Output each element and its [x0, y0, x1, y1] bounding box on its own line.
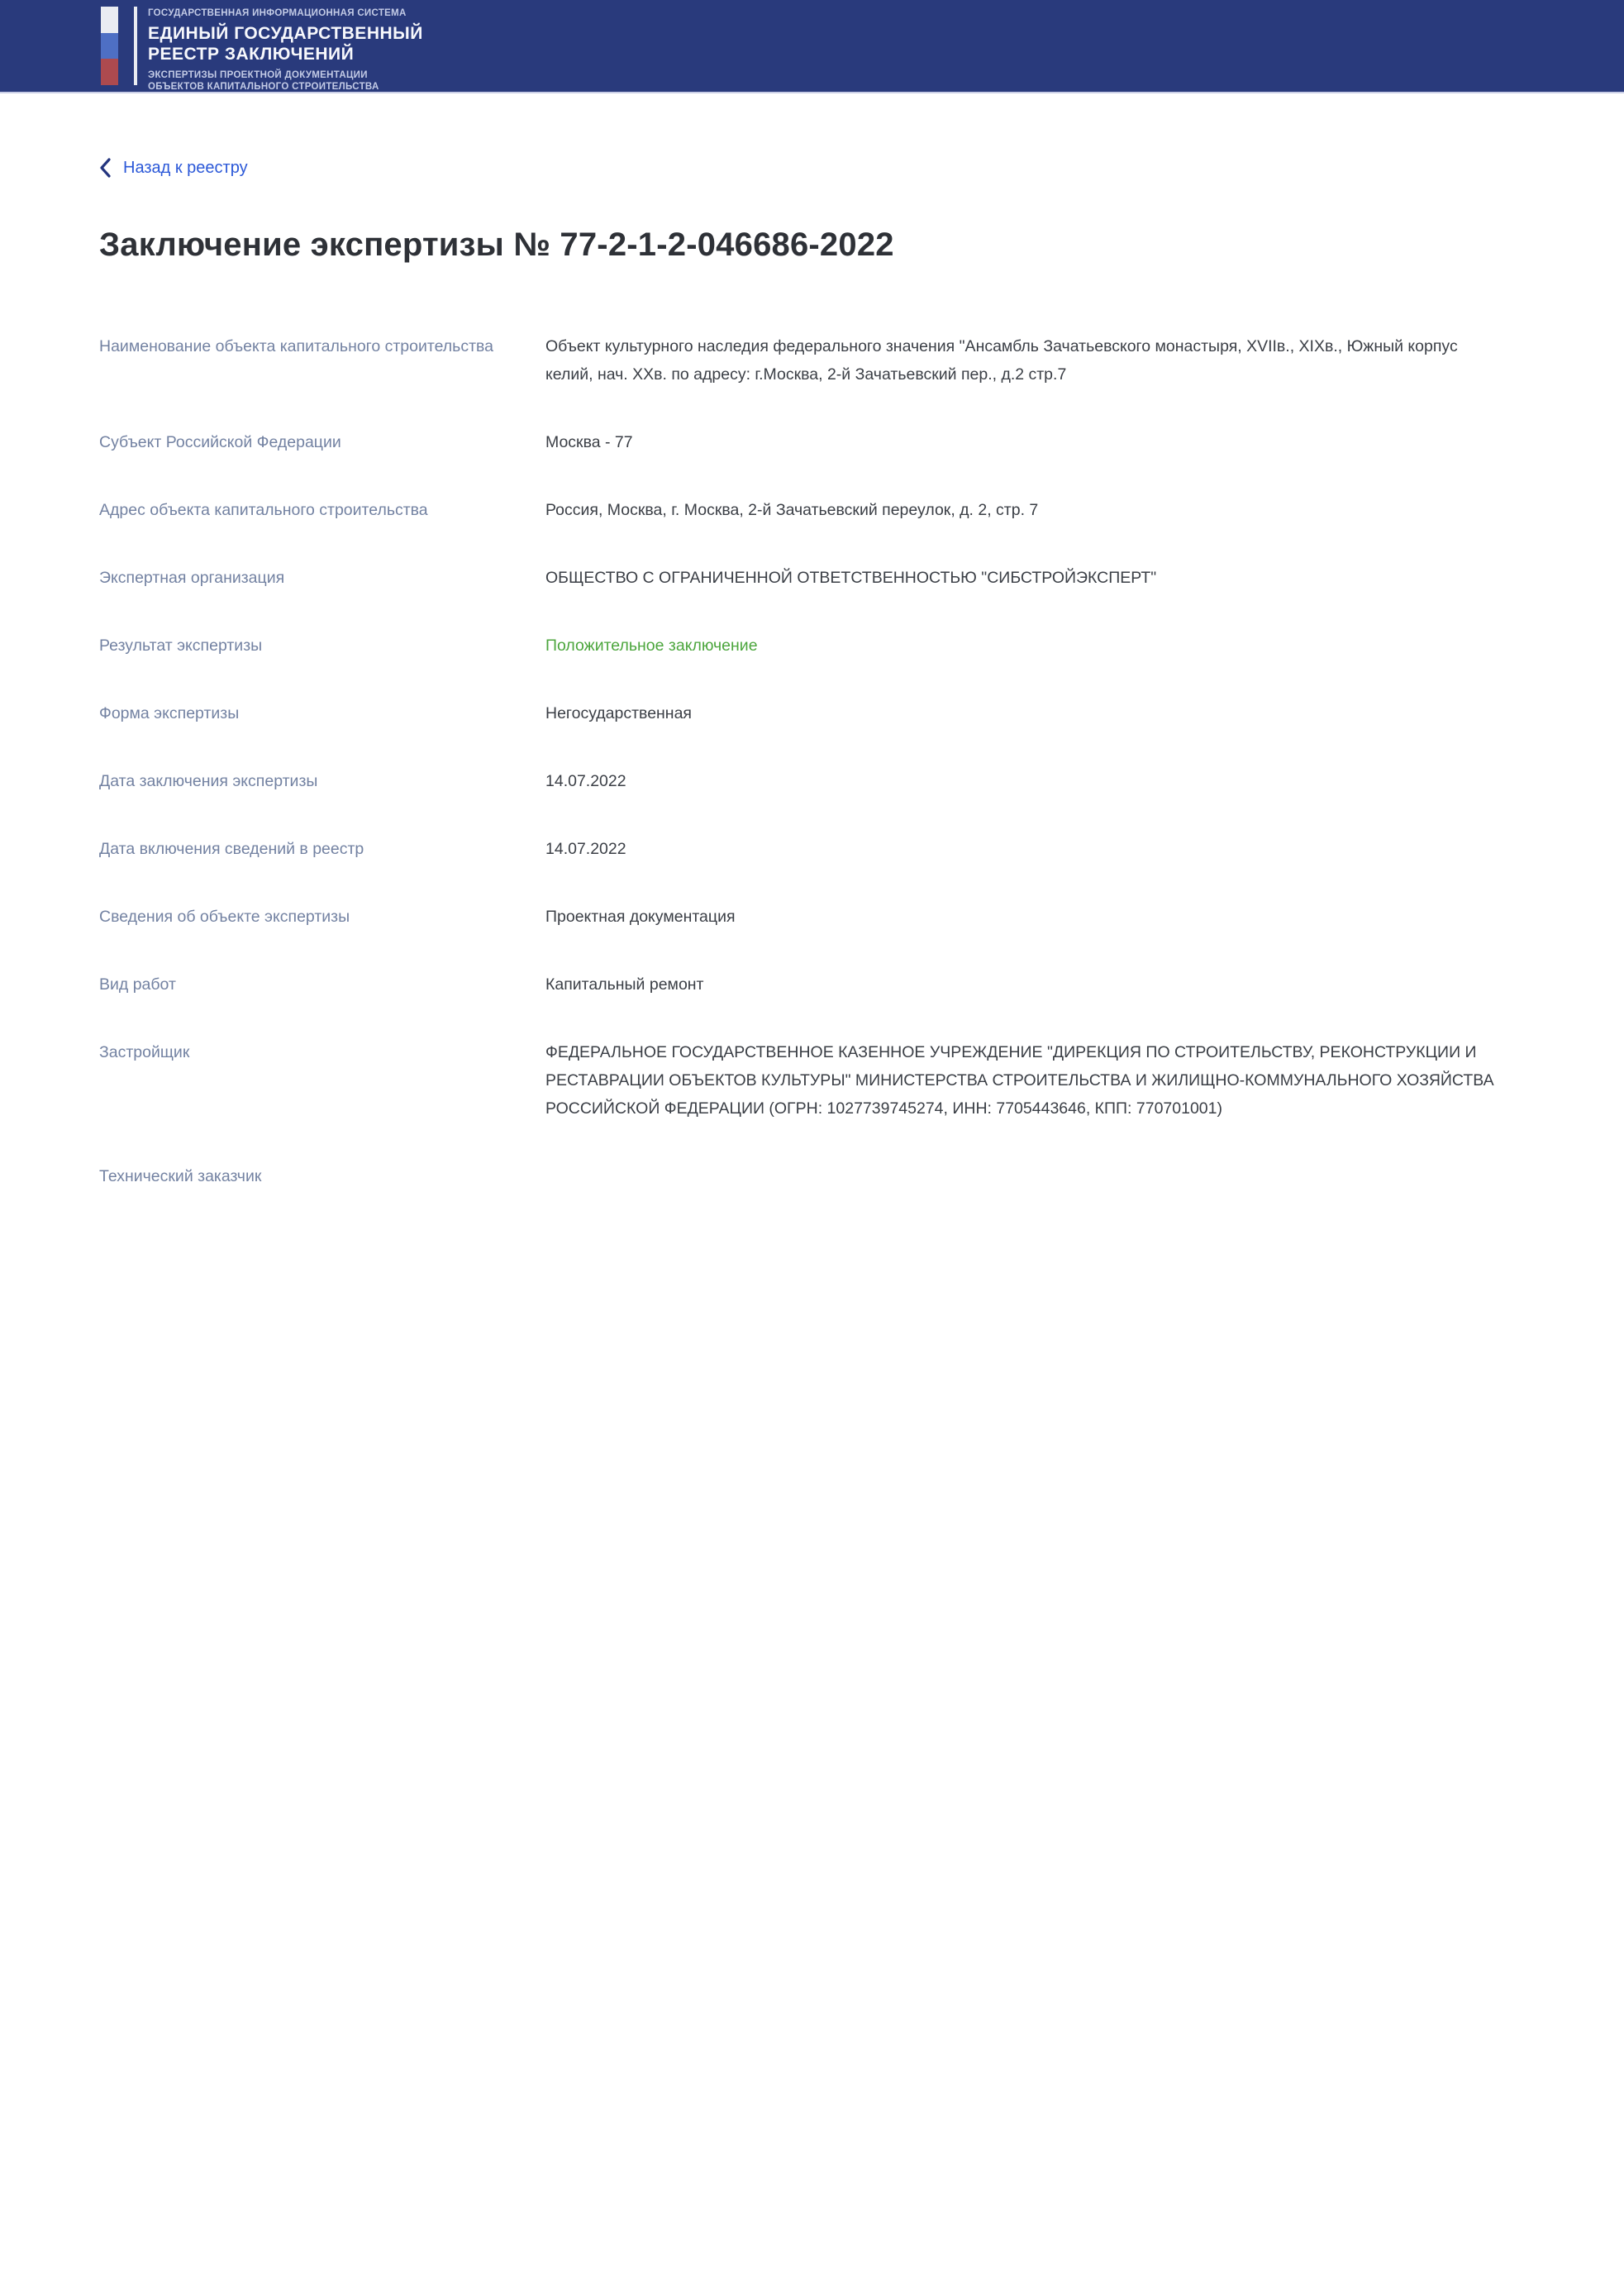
- detail-value: Положительное заключение: [545, 636, 758, 655]
- detail-value: Капитальный ремонт: [545, 975, 704, 994]
- detail-value: ФЕДЕРАЛЬНОЕ ГОСУДАРСТВЕННОЕ КАЗЕННОЕ УЧРЕЖДЕНИЕ "ДИРЕКЦИЯ ПО СТРОИТЕЛЬСТВУ, РЕКОНСТРУКЦИИ И РЕСТАВРАЦИИ ОБЪЕКТОВ КУЛЬТУРЫ" МИНИСТЕРСТВА СТРОИТЕЛЬСТВА И ЖИЛИЩНО-КОММУНАЛЬНОГО ХОЗЯЙСТВА РОССИЙСКОЙ ФЕДЕРАЦИИ (ОГРН: 1027739745274, ИНН: 7705443646, КПП: 770701001): [545, 1043, 1499, 1118]
- detail-value: Объект культурного наследия федерального значения "Ансамбль Зачатьевского монастыря, XVIIв., XIXв., Южный корпус келий, нач. XXв. по адресу: г.Москва, 2-й Зачатьевский пер., д.2 стр.7: [545, 337, 1463, 384]
- logo-title-line1: ЕДИНЫЙ ГОСУДАРСТВЕННЫЙ: [148, 24, 423, 43]
- detail-value: 14.07.2022: [545, 840, 626, 858]
- detail-label: Дата заключения экспертизы: [99, 772, 318, 790]
- detail-value: Проектная документация: [545, 908, 736, 926]
- logo-title-line2: РЕЕСТР ЗАКЛЮЧЕНИЙ: [148, 45, 355, 64]
- detail-row: [99, 835, 1500, 863]
- detail-row: [99, 1162, 1500, 1190]
- detail-value: ОБЩЕСТВО С ОГРАНИЧЕННОЙ ОТВЕТСТВЕННОСТЬЮ "СИБСТРОЙЭКСПЕРТ": [545, 569, 1157, 587]
- detail-label: Субъект Российской Федерации: [99, 433, 341, 451]
- detail-label: Застройщик: [99, 1043, 190, 1061]
- detail-row: [99, 496, 1500, 524]
- app-header: [0, 0, 1624, 93]
- gis-egrz-logo[interactable]: [101, 7, 423, 92]
- detail-row: [99, 970, 1500, 999]
- flag-blue-stripe: [101, 33, 118, 60]
- detail-row: [99, 632, 1500, 660]
- detail-row: [99, 699, 1500, 727]
- detail-row: [99, 903, 1500, 931]
- logo-subtitle-line2: ОБЪЕКТОВ КАПИТАЛЬНОГО СТРОИТЕЛЬСТВА: [148, 82, 379, 92]
- details-list: [99, 332, 1500, 1190]
- chevron-left-icon: [99, 158, 111, 178]
- detail-label: Дата включения сведений в реестр: [99, 840, 364, 858]
- logo-divider: [134, 7, 137, 85]
- detail-row: [99, 767, 1500, 795]
- detail-label: Наименование объекта капитального строительства: [99, 337, 494, 355]
- detail-row: [99, 1038, 1500, 1123]
- detail-label: Технический заказчик: [99, 1167, 262, 1185]
- logo-text-block: [148, 7, 423, 92]
- back-link-label: Назад к реестру: [123, 158, 248, 177]
- detail-label: Форма экспертизы: [99, 704, 240, 722]
- page-title: Заключение экспертизы № 77-2-1-2-046686-2022: [99, 226, 894, 263]
- detail-label: Вид работ: [99, 975, 176, 994]
- detail-label: Результат экспертизы: [99, 636, 263, 655]
- back-to-registry-link[interactable]: [99, 158, 248, 178]
- logo-system-label: ГОСУДАРСТВЕННАЯ ИНФОРМАЦИОННАЯ СИСТЕМА: [148, 8, 407, 18]
- detail-value: 14.07.2022: [545, 772, 626, 790]
- flag-white-stripe: [101, 7, 118, 33]
- detail-value: Россия, Москва, г. Москва, 2-й Зачатьевский переулок, д. 2, стр. 7: [545, 501, 1039, 519]
- detail-row: [99, 332, 1500, 389]
- detail-value: Москва - 77: [545, 433, 633, 451]
- detail-label: Экспертная организация: [99, 569, 285, 587]
- detail-label: Адрес объекта капитального строительства: [99, 501, 428, 519]
- flag-red-stripe: [101, 59, 118, 85]
- main-content: [0, 93, 1624, 1190]
- logo-subtitle-line1: ЭКСПЕРТИЗЫ ПРОЕКТНОЙ ДОКУМЕНТАЦИИ: [148, 70, 368, 80]
- detail-row: [99, 428, 1500, 456]
- russian-flag-icon: [101, 7, 118, 85]
- detail-value: Негосударственная: [545, 704, 692, 722]
- detail-label: Сведения об объекте экспертизы: [99, 908, 350, 926]
- detail-row: [99, 564, 1500, 592]
